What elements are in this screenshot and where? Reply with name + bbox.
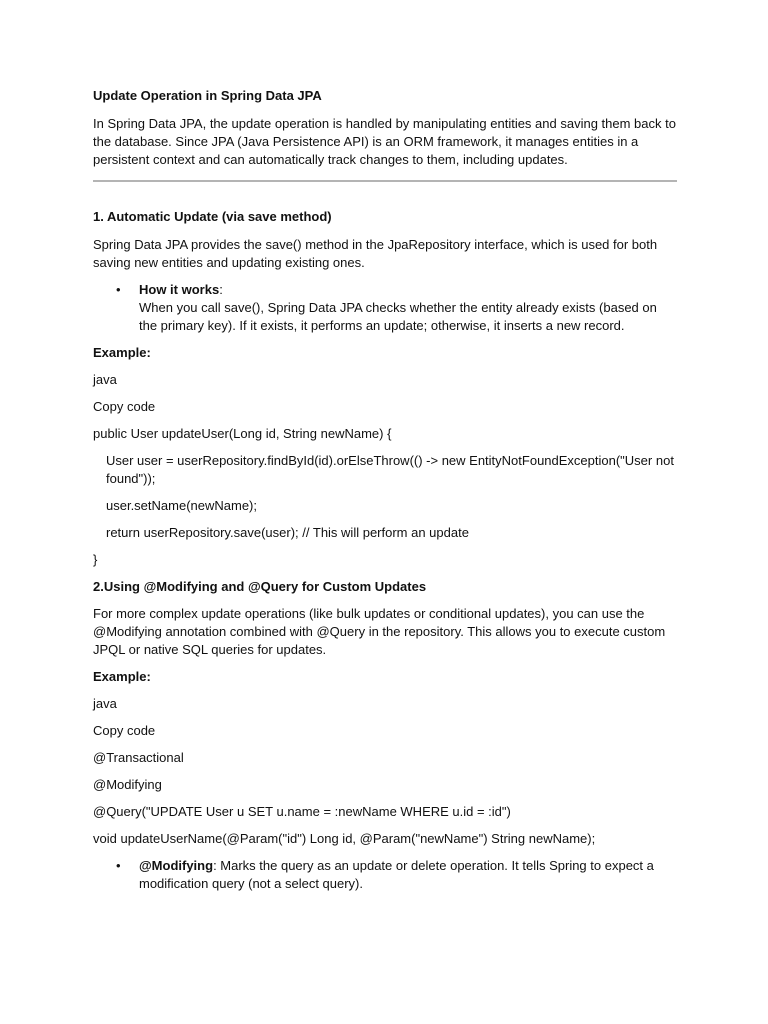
- page-title: Update Operation in Spring Data JPA: [93, 88, 322, 103]
- code-line: @Modifying: [93, 777, 162, 792]
- intro-paragraph: In Spring Data JPA, the update operation is handled by manipulating entities and saving them back to the database. Since JPA (Java Persistence API) is an ORM framework, it manages entities in a persistent context and can automatically track changes to them, including updates.: [93, 116, 676, 167]
- example-label-2: Example:: [93, 669, 151, 684]
- code-line: void updateUserName(@Param("id") Long id, @Param("newName") String newName);: [93, 831, 596, 846]
- code-line: user.setName(newName);: [106, 498, 257, 513]
- code-line: public User updateUser(Long id, String newName) {: [93, 426, 392, 441]
- code-language-1: java: [93, 372, 117, 387]
- horizontal-divider: [93, 180, 677, 182]
- section1-heading: 1. Automatic Update (via save method): [93, 209, 332, 224]
- list-item: [139, 857, 677, 893]
- bullet-label-how-it-works: How it works: [139, 282, 220, 297]
- copy-code-1: Copy code: [93, 399, 156, 414]
- section2-heading: 2.Using @Modifying and @Query for Custom Updates: [93, 579, 427, 594]
- bullet-text: : Marks the query as an update or delete operation. It tells Spring to expect a modification query (not a select query).: [139, 858, 654, 891]
- bullet-text: When you call save(), Spring Data JPA checks whether the entity already exists (based on the primary key). If it exists, it performs an update; otherwise, it inserts a new record.: [139, 300, 657, 333]
- code-line: @Transactional: [93, 750, 184, 765]
- section1-bullet-list: [93, 281, 677, 335]
- section1-paragraph: Spring Data JPA provides the save() method in the JpaRepository interface, which is used for both saving new entities and updating existing ones.: [93, 237, 658, 270]
- code-language-2: java: [93, 696, 117, 711]
- code-line: return userRepository.save(user); // This will perform an update: [106, 525, 469, 540]
- example-label-1: Example:: [93, 345, 151, 360]
- copy-code-2: Copy code: [93, 723, 156, 738]
- section2-bullet-list: [93, 857, 677, 893]
- document-content: [93, 87, 677, 902]
- code-line: @Query("UPDATE User u SET u.name = :newName WHERE u.id = :id"): [93, 804, 511, 819]
- list-item: [139, 281, 677, 335]
- code-line: User user = userRepository.findById(id).orElseThrow(() -> new EntityNotFoundException("User not found"));: [106, 453, 674, 486]
- section2-paragraph: For more complex update operations (like bulk updates or conditional updates), you can use the @Modifying annotation combined with @Query in the repository. This allows you to execute custom JPQL or native SQL queries for updates.: [93, 606, 666, 657]
- bullet-colon: :: [219, 282, 223, 297]
- bullet-label-modifying: @Modifying: [139, 858, 214, 873]
- code-line: }: [93, 552, 98, 567]
